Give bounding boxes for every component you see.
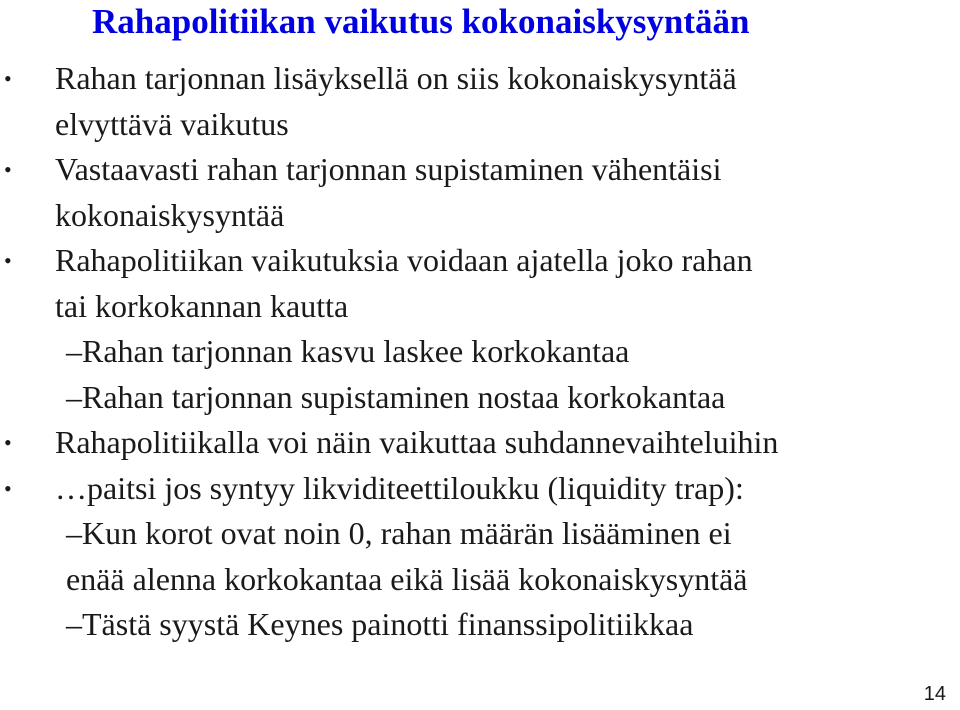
bullet-line bbox=[0, 238, 960, 284]
sub-bullet-text: –Kun korot ovat noin 0, rahan määrän lisääminen ei bbox=[66, 515, 732, 551]
bullet-icon: • bbox=[4, 248, 12, 273]
sub-bullet-text: –Rahan tarjonnan supistaminen nostaa korkokantaa bbox=[66, 378, 726, 415]
sub-bullet-line bbox=[0, 602, 960, 648]
bullet-icon: • bbox=[4, 475, 12, 501]
bullet-text: kokonaiskysyntää bbox=[55, 196, 285, 233]
bullet-text: Rahan tarjonnan lisäyksellä on siis kokonaiskysyntää bbox=[55, 60, 737, 96]
bullet-line bbox=[0, 284, 960, 330]
sub-bullet-text: –Rahan tarjonnan kasvu laskee korkokantaa bbox=[66, 333, 630, 369]
bullet-line bbox=[0, 193, 960, 239]
bullet-line bbox=[0, 420, 960, 466]
sub-bullet-line bbox=[0, 329, 960, 375]
bullet-icon: • bbox=[4, 66, 12, 91]
slide-title: Rahapolitiikan vaikutus kokonaiskysyntään bbox=[92, 2, 750, 41]
sub-bullet-text: –Tästä syystä Keynes painotti finanssipolitiikkaa bbox=[66, 606, 694, 642]
bullet-line bbox=[0, 466, 960, 512]
bullet-line bbox=[0, 147, 960, 193]
bullet-icon: • bbox=[4, 430, 12, 455]
slide-content bbox=[0, 56, 960, 648]
sub-bullet-line bbox=[0, 375, 960, 421]
bullet-text: Rahapolitiikan vaikutuksia voidaan ajatella joko rahan bbox=[55, 242, 753, 278]
bullet-line bbox=[0, 56, 960, 102]
bullet-text: …paitsi jos syntyy likviditeettiloukku (liquidity trap): bbox=[55, 469, 744, 506]
bullet-icon: • bbox=[4, 157, 12, 182]
bullet-text: Vastaavasti rahan tarjonnan supistaminen vähentäisi bbox=[55, 151, 722, 187]
bullet-line bbox=[0, 102, 960, 148]
sub-bullet-text: enää alenna korkokantaa eikä lisää kokonaiskysyntää bbox=[66, 560, 748, 597]
sub-bullet-line bbox=[0, 557, 960, 603]
sub-bullet-line bbox=[0, 511, 960, 557]
bullet-text: tai korkokannan kautta bbox=[55, 287, 349, 324]
bullet-text: Rahapolitiikalla voi näin vaikuttaa suhdannevaihteluihin bbox=[55, 424, 779, 460]
page-number: 14 bbox=[923, 683, 946, 705]
bullet-text: elvyttävä vaikutus bbox=[55, 105, 289, 142]
